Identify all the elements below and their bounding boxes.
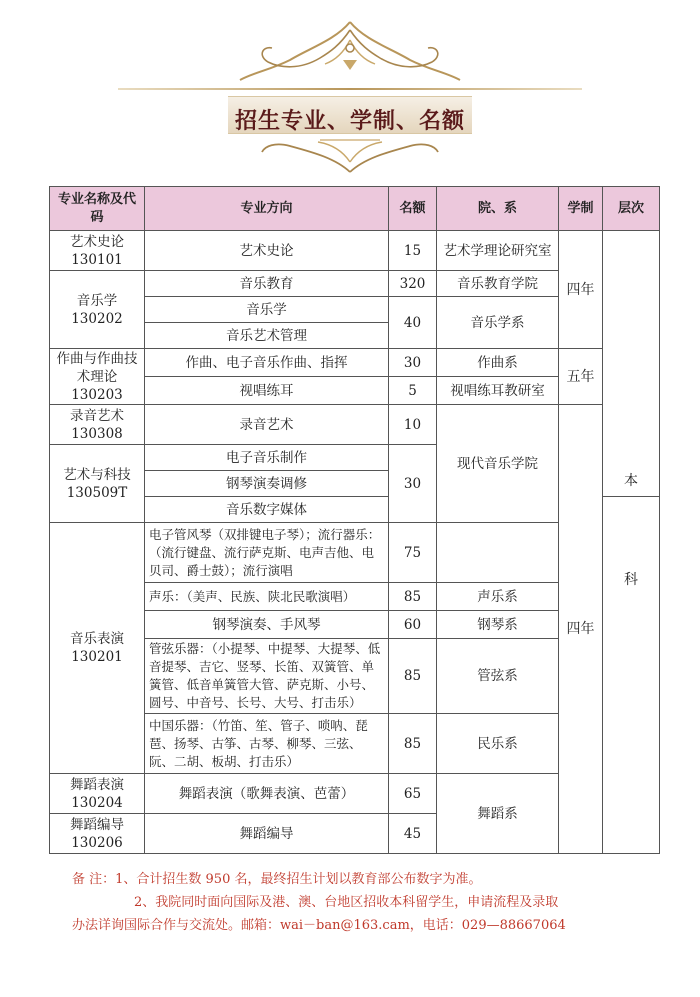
table-cell: 85 — [389, 583, 437, 611]
table-cell: 320 — [389, 271, 437, 297]
table-cell: 中国乐器：（竹笛、笙、管子、唢呐、琵琶、扬琴、古筝、古琴、柳琴、三弦、阮、二胡、板胡、打击乐） — [145, 714, 389, 774]
table-cell: 管弦系 — [437, 639, 559, 714]
table-cell: 声乐系 — [437, 583, 559, 611]
title-banner — [0, 0, 700, 175]
table-cell: 15 — [389, 231, 437, 271]
header-quota: 名额 — [389, 187, 437, 231]
page-title: 招生专业、学制、名额 — [234, 109, 465, 134]
table-cell: 音乐学系 — [437, 297, 559, 349]
table-cell: 40 — [389, 297, 437, 349]
table-cell: 音乐艺术管理 — [145, 323, 389, 349]
table-cell: 音乐学 — [145, 297, 389, 323]
note-line: 办法详询国际合作与交流处。邮箱：wai－ban@163.cam，电话：029—88667064 — [72, 918, 566, 933]
table-cell: 作曲、电子音乐作曲、指挥 — [145, 349, 389, 377]
table-cell: 作曲与作曲技术理论 130203 — [50, 349, 145, 405]
header-level: 层次 — [603, 187, 660, 231]
table-cell: 四年 — [559, 405, 603, 854]
table-cell: 管弦乐器：（小提琴、中提琴、大提琴、低音提琴、吉它、竖琴、长笛、双簧管、单簧管、低音单簧管大管、萨克斯、小号、圆号、中音号、长号、大号、打击乐） — [145, 639, 389, 714]
table-cell: 电子管风琴（双排键电子琴）；流行器乐：（流行键盘、流行萨克斯、电声吉他、电贝司、爵士鼓）；流行演唱 — [145, 523, 389, 583]
table-cell: 85 — [389, 714, 437, 774]
table-cell: 作曲系 — [437, 349, 559, 377]
table-cell: 舞蹈系 — [437, 774, 559, 854]
table-cell: 舞蹈编导 — [145, 814, 389, 854]
table-cell: 音乐学 130202 — [50, 271, 145, 349]
table-cell: 视唱练耳 — [145, 377, 389, 405]
table-cell: 舞蹈表演（歌舞表演、芭蕾） — [145, 774, 389, 814]
table-cell: 10 — [389, 405, 437, 445]
table-cell: 民乐系 — [437, 714, 559, 774]
table-cell: 5 — [389, 377, 437, 405]
table-cell: 艺术学理论研究室 — [437, 231, 559, 271]
header-dept: 院、系 — [437, 187, 559, 231]
table-cell: 舞蹈表演 130204 — [50, 774, 145, 814]
table-cell: 65 — [389, 774, 437, 814]
table-cell: 钢琴演奏、手风琴 — [145, 611, 389, 639]
notes — [72, 868, 682, 937]
table-cell: 60 — [389, 611, 437, 639]
table-cell: 45 — [389, 814, 437, 854]
table-cell: 五年 — [559, 349, 603, 405]
table-cell: 钢琴演奏调修 — [145, 471, 389, 497]
table-cell: 声乐：（美声、民族、陕北民歌演唱） — [145, 583, 389, 611]
table-cell: 30 — [389, 445, 437, 523]
header-years: 学制 — [559, 187, 603, 231]
admissions-table — [49, 186, 660, 854]
table-cell: 艺术史论 — [145, 231, 389, 271]
table-cell: 视唱练耳教研室 — [437, 377, 559, 405]
table-cell: 录音艺术 130308 — [50, 405, 145, 445]
table-cell: 舞蹈编导 130206 — [50, 814, 145, 854]
ornament-icon — [0, 0, 700, 175]
table-cell: 艺术史论 130101 — [50, 231, 145, 271]
note-line: 备 注：1、合计招生数 950 名，最终招生计划以教育部公布数字为准。 — [72, 872, 482, 887]
table-cell: 75 — [389, 523, 437, 583]
table-cell: 录音艺术 — [145, 405, 389, 445]
table-cell: 四年 — [559, 231, 603, 349]
table-cell: 85 — [389, 639, 437, 714]
table-cell: 音乐数字媒体 — [145, 497, 389, 523]
note-line: 2、我院同时面向国际及港、澳、台地区招收本科留学生，申请流程及录取 — [134, 895, 559, 910]
table-cell: 电子音乐制作 — [145, 445, 389, 471]
table-cell: 钢琴系 — [437, 611, 559, 639]
table-cell: 30 — [389, 349, 437, 377]
header-major: 专业名称及代码 — [50, 187, 145, 231]
table-cell: 科 — [603, 497, 660, 854]
header-direction: 专业方向 — [145, 187, 389, 231]
table-cell: 本 — [603, 231, 660, 497]
table-cell: 音乐表演 130201 — [50, 523, 145, 774]
table-cell: 音乐教育学院 — [437, 271, 559, 297]
table-cell: 现代音乐学院 — [437, 405, 559, 523]
table-cell: 艺术与科技 130509T — [50, 445, 145, 523]
table-cell: 音乐教育 — [145, 271, 389, 297]
